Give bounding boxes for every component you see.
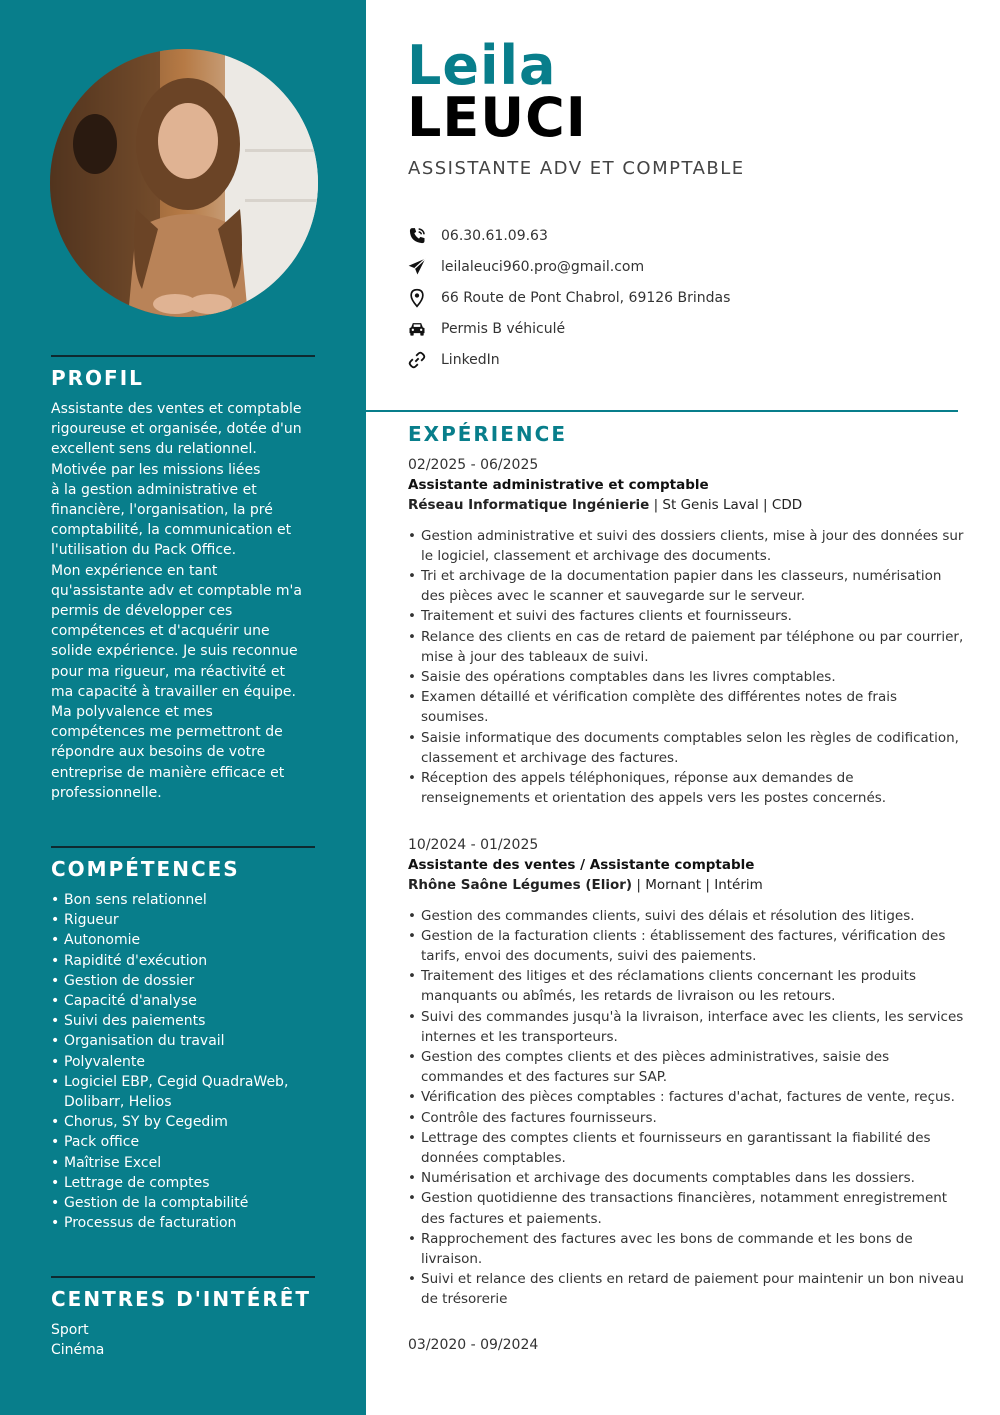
job-bullet: • Gestion de la facturation clients : établissement des factures, vérification des tarifs, envoi des documents, suivi des paiements. xyxy=(408,926,964,966)
job-company xyxy=(408,495,964,515)
job-bullet: • Lettrage des comptes clients et fournisseurs en garantissant la fiabilité des données comptables. xyxy=(408,1128,964,1168)
skill-item: • Processus de facturation xyxy=(51,1213,315,1233)
header-divider xyxy=(366,410,958,412)
job-bullet: • Rapprochement des factures avec les bons de commande et les bons de livraison. xyxy=(408,1229,964,1269)
job-bullet: • Suivi des commandes jusqu'à la livraison, interface avec les clients, les services internes et les transporteurs. xyxy=(408,1007,964,1047)
job-bullet: • Réception des appels téléphoniques, réponse aux demandes de renseignements et orientation des appels vers les postes concernés. xyxy=(408,768,964,808)
main-content xyxy=(366,0,1000,1415)
job-bullet: • Examen détaillé et vérification complète des différentes notes de frais soumises. xyxy=(408,687,964,727)
skills-section xyxy=(51,846,315,1233)
contact-list xyxy=(406,220,730,376)
skills-title: COMPÉTENCES xyxy=(51,857,240,881)
job-bullet: • Gestion des comptes clients et des pièces administratives, saisie des commandes et des factures sur SAP. xyxy=(408,1047,964,1087)
contact-email-text: leilaleuci960.pro@gmail.com xyxy=(441,258,645,275)
skill-item: • Lettrage de comptes xyxy=(51,1173,315,1193)
skill-item: • Rapidité d'exécution xyxy=(51,951,315,971)
interest-item: Cinéma xyxy=(51,1342,105,1359)
job-dates: 03/2020 - 09/2024 xyxy=(408,1337,539,1353)
skill-item: • Polyvalente xyxy=(51,1052,315,1072)
job-role: Assistante administrative et comptable xyxy=(408,477,709,494)
company-name: Réseau Informatique Ingénierie xyxy=(408,497,650,514)
last-name: LEUCI xyxy=(407,86,587,149)
job-title: ASSISTANTE ADV ET COMPTABLE xyxy=(408,158,745,179)
skill-item: • Capacité d'analyse xyxy=(51,991,315,1011)
job-bullet: • Gestion administrative et suivi des dossiers clients, mise à jour des données sur le logiciel, classement et archivage des documents. xyxy=(408,526,964,566)
profile-divider xyxy=(51,355,315,357)
skill-item: • Chorus, SY by Cegedim xyxy=(51,1112,315,1132)
send-icon xyxy=(406,256,428,278)
job-bullet: • Saisie informatique des documents comptables selon les règles de codification, classement et archivage des factures. xyxy=(408,728,964,768)
contact-email[interactable] xyxy=(406,251,730,282)
interests-title: CENTRES D'INTÉRÊT xyxy=(51,1287,312,1311)
interests-divider xyxy=(51,1276,315,1278)
job-bullet: • Saisie des opérations comptables dans les livres comptables. xyxy=(408,667,964,687)
phone-icon xyxy=(406,225,428,247)
job-dates: 02/2025 - 06/2025 xyxy=(408,457,539,473)
skills-divider xyxy=(51,846,315,848)
skill-item: • Autonomie xyxy=(51,930,315,950)
profile-title: PROFIL xyxy=(51,366,144,390)
skill-item: • Rigueur xyxy=(51,910,315,930)
job-details: | Mornant | Intérim xyxy=(632,877,763,894)
skill-item: • Logiciel EBP, Cegid QuadraWeb, Dolibarr, Helios xyxy=(51,1072,315,1112)
profile-section xyxy=(51,355,315,803)
interests-section xyxy=(51,1276,315,1360)
job-bullet: • Vérification des pièces comptables : factures d'achat, factures de vente, reçus. xyxy=(408,1087,964,1107)
profile-photo xyxy=(50,49,318,317)
skill-item: • Pack office xyxy=(51,1132,315,1152)
skill-item: • Gestion de la comptabilité xyxy=(51,1193,315,1213)
contact-license xyxy=(406,314,730,345)
skill-item: • Maîtrise Excel xyxy=(51,1153,315,1173)
contact-linkedin[interactable] xyxy=(406,345,730,376)
job-entry xyxy=(408,455,964,808)
profile-text: Assistante des ventes et comptable rigoureuse et organisée, dotée d'un excellent sens du relationnel. Motivée par les missions liées à la gestion administrative et financière, l'organisation, la pré comptabilité, la communication et l'utilisation du Pack Office. Mon expérience en tant qu'assistante adv et comptable m'a permis de développer ces compétences et d'acquérir une solide expérience. Je suis reconnue pour ma rigueur, ma réactivité et ma capacité à travailler en équipe. Ma polyvalence et mes compétences me permettront de répondre aux besoins de votre entreprise de manière efficace et professionnelle. xyxy=(51,401,302,801)
contact-phone-text: 06.30.61.09.63 xyxy=(441,227,548,244)
job-entry xyxy=(408,835,964,1310)
job-bullet: • Traitement des litiges et des réclamations clients concernant les produits manquants ou abîmés, les retards de livraison ou les retours. xyxy=(408,966,964,1006)
job-bullet: • Relance des clients en cas de retard de paiement par téléphone ou par courrier, mise à jour des tableaux de suivi. xyxy=(408,627,964,667)
experience-title: EXPÉRIENCE xyxy=(408,422,567,446)
location-pin-icon xyxy=(406,287,428,309)
skill-item: • Suivi des paiements xyxy=(51,1011,315,1031)
car-icon xyxy=(406,318,428,340)
sidebar xyxy=(0,0,366,1415)
job-bullet: • Contrôle des factures fournisseurs. xyxy=(408,1108,964,1128)
company-name: Rhône Saône Légumes (Elior) xyxy=(408,877,633,894)
skill-item: • Organisation du travail xyxy=(51,1031,315,1051)
job-bullet: • Traitement et suivi des factures clients et fournisseurs. xyxy=(408,606,964,626)
contact-address xyxy=(406,282,730,313)
job-company xyxy=(408,875,964,895)
link-icon xyxy=(406,349,428,371)
first-name: Leila xyxy=(407,34,557,97)
profile-photo-image xyxy=(50,49,318,317)
skills-list xyxy=(51,890,315,1233)
contact-linkedin-text: LinkedIn xyxy=(441,352,500,369)
job-bullet: • Tri et archivage de la documentation papier dans les classeurs, numérisation des pièces avec le scanner et sauvegarde sur le serveur. xyxy=(408,566,964,606)
job-bullets xyxy=(408,906,964,1310)
job-details: | St Genis Laval | CDD xyxy=(649,497,803,514)
skill-item: • Gestion de dossier xyxy=(51,971,315,991)
contact-address-text: 66 Route de Pont Chabrol, 69126 Brindas xyxy=(441,289,731,306)
contact-license-text: Permis B véhiculé xyxy=(441,321,566,338)
skill-item: • Bon sens relationnel xyxy=(51,890,315,910)
job-bullets xyxy=(408,526,964,809)
job-entry xyxy=(408,1335,964,1355)
job-bullet: • Suivi et relance des clients en retard de paiement pour maintenir un bon niveau de trésorerie xyxy=(408,1269,964,1309)
job-dates: 10/2024 - 01/2025 xyxy=(408,837,539,853)
job-bullet: • Numérisation et archivage des documents comptables dans les dossiers. xyxy=(408,1168,964,1188)
job-bullet: • Gestion quotidienne des transactions financières, notamment enregistrement des factures et paiements. xyxy=(408,1188,964,1228)
contact-phone[interactable] xyxy=(406,220,730,251)
interest-item: Sport xyxy=(51,1322,89,1338)
job-bullet: • Gestion des commandes clients, suivi des délais et résolution des litiges. xyxy=(408,906,964,926)
job-role: Assistante des ventes / Assistante comptable xyxy=(408,857,755,874)
